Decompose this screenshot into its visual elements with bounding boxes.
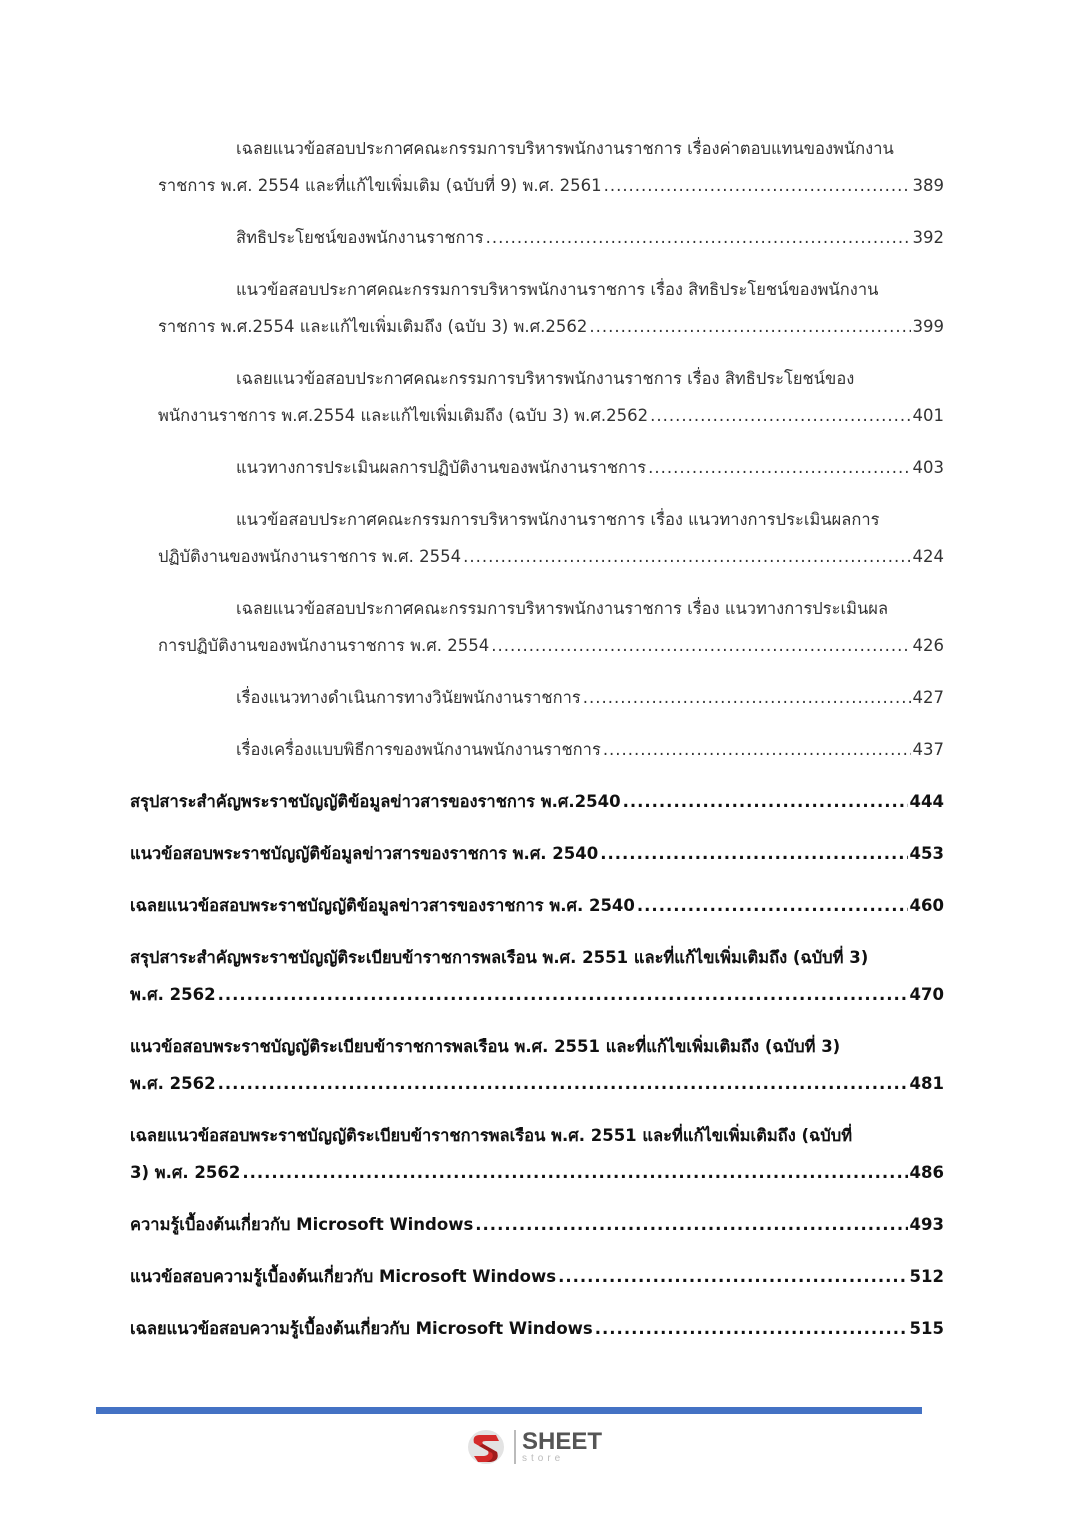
dot-leader <box>600 835 907 872</box>
toc-entry-title: แนวข้อสอบประกาศคณะกรรมการบริหารพนักงานราชการ เรื่อง สิทธิประโยชน์ของพนักงาน <box>236 280 879 299</box>
toc-entry[interactable] <box>130 1310 944 1347</box>
toc-entry-line <box>130 887 944 924</box>
logo-text: SHEET <box>522 1428 603 1455</box>
toc-entry[interactable] <box>130 1258 944 1295</box>
toc-entry-title: แนวข้อสอบประกาศคณะกรรมการบริหารพนักงานราชการ เรื่อง แนวทางการประเมินผลการ <box>236 510 880 529</box>
toc-entry[interactable] <box>130 1028 944 1102</box>
toc-entry-title: เฉลยแนวข้อสอบประกาศคณะกรรมการบริหารพนักงานราชการ เรื่อง แนวทางการประเมินผล <box>236 599 889 618</box>
toc-entry[interactable] <box>130 501 944 575</box>
toc-entry-line <box>130 501 944 538</box>
toc-entry-line <box>130 1154 944 1191</box>
toc-page-number: 424 <box>912 547 944 566</box>
toc-page-number: 515 <box>909 1319 944 1338</box>
toc-page-number: 427 <box>912 688 944 707</box>
toc-page-number: 486 <box>909 1163 944 1182</box>
toc-entry-line <box>130 590 944 627</box>
toc-page-number: 460 <box>909 896 944 915</box>
toc-entry-title: เรื่องแนวทางดำเนินการทางวินัยพนักงานราชการ <box>236 688 581 707</box>
toc-entry-title: เฉลยแนวข้อสอบความรู้เบื้องต้นเกี่ยวกับ Microsoft Windows <box>130 1319 593 1338</box>
toc-entry-title: แนวข้อสอบพระราชบัญญัติระเบียบข้าราชการพลเรือน พ.ศ. 2551 และที่แก้ไขเพิ่มเติมถึง (ฉบับที่ 3) <box>130 1037 841 1056</box>
toc-entry-line <box>130 271 944 308</box>
toc-entry-title: เฉลยแนวข้อสอบประกาศคณะกรรมการบริหารพนักงานราชการ เรื่องค่าตอบแทนของพนักงาน <box>236 139 894 158</box>
dot-leader <box>558 1258 907 1295</box>
toc-page-number: 403 <box>912 458 944 477</box>
toc-page-number: 401 <box>912 406 944 425</box>
dot-leader <box>604 167 911 204</box>
dot-leader <box>623 783 908 820</box>
dot-leader <box>218 1065 908 1102</box>
toc-entry[interactable] <box>130 360 944 434</box>
toc-entry[interactable] <box>130 130 944 204</box>
toc-entry-title: เรื่องเครื่องแบบพิธีการของพนักงานพนักงานราชการ <box>236 740 601 759</box>
dot-leader <box>486 219 911 256</box>
toc-page-number: 453 <box>909 844 944 863</box>
toc-entry[interactable] <box>130 731 944 768</box>
toc-entry-line <box>130 538 944 575</box>
toc-page-number: 444 <box>909 792 944 811</box>
toc-entry-title: แนวข้อสอบพระราชบัญญัติข้อมูลข่าวสารของราชการ พ.ศ. 2540 <box>130 844 599 863</box>
toc-entry-line <box>130 1310 944 1347</box>
toc-entry-title: แนวข้อสอบความรู้เบื้องต้นเกี่ยวกับ Microsoft Windows <box>130 1267 557 1286</box>
sheet-store-s-icon <box>466 1426 508 1468</box>
toc-entry-title: พ.ศ. 2562 <box>130 1074 216 1093</box>
toc-entry-title: การปฏิบัติงานของพนักงานราชการ พ.ศ. 2554 <box>158 636 490 655</box>
toc-entry-line <box>130 449 944 486</box>
dot-leader <box>595 1310 908 1347</box>
dot-leader <box>589 308 910 345</box>
toc-page-number: 392 <box>912 228 944 247</box>
dot-leader <box>637 887 908 924</box>
toc-entry-line <box>130 1117 944 1154</box>
toc-entry-line <box>130 731 944 768</box>
toc-entry[interactable] <box>130 590 944 664</box>
dot-leader <box>218 976 908 1013</box>
dot-leader <box>463 538 910 575</box>
toc-entry[interactable] <box>130 887 944 924</box>
toc-page-number: 481 <box>909 1074 944 1093</box>
dot-leader <box>603 731 911 768</box>
toc-entry-line <box>130 308 944 345</box>
toc-entry-line <box>130 627 944 664</box>
toc-entry-title: สรุปสาระสำคัญพระราชบัญญัติข้อมูลข่าวสารของราชการ พ.ศ.2540 <box>130 792 621 811</box>
table-of-contents <box>130 130 944 1362</box>
dot-leader <box>650 397 910 434</box>
toc-entry-title: ราชการ พ.ศ.2554 และแก้ไขเพิ่มเติมถึง (ฉบับ 3) พ.ศ.2562 <box>158 317 588 336</box>
toc-page-number: 399 <box>912 317 944 336</box>
toc-entry[interactable] <box>130 679 944 716</box>
toc-entry[interactable] <box>130 271 944 345</box>
toc-entry-line <box>130 783 944 820</box>
dot-leader <box>648 449 910 486</box>
toc-entry-line <box>130 976 944 1013</box>
toc-entry-line <box>130 679 944 716</box>
sheet-store-logo <box>466 1426 602 1468</box>
toc-page-number: 512 <box>909 1267 944 1286</box>
toc-entry-line <box>130 939 944 976</box>
dot-leader <box>583 679 911 716</box>
toc-entry-line <box>130 835 944 872</box>
toc-entry-line <box>130 360 944 397</box>
toc-entry-line <box>130 1206 944 1243</box>
toc-entry[interactable] <box>130 783 944 820</box>
toc-entry-title: พ.ศ. 2562 <box>130 985 216 1004</box>
toc-page-number: 389 <box>912 176 944 195</box>
toc-entry-title: เฉลยแนวข้อสอบพระราชบัญญัติระเบียบข้าราชการพลเรือน พ.ศ. 2551 และที่แก้ไขเพิ่มเติมถึง (ฉบับที่ <box>130 1126 853 1145</box>
toc-entry-title: สิทธิประโยชน์ของพนักงานราชการ <box>236 228 484 247</box>
toc-entry-line <box>130 397 944 434</box>
toc-entry[interactable] <box>130 1206 944 1243</box>
toc-entry[interactable] <box>130 449 944 486</box>
toc-entry-line <box>130 1065 944 1102</box>
toc-entry-title: แนวทางการประเมินผลการปฏิบัติงานของพนักงานราชการ <box>236 458 647 477</box>
toc-entry-title: พนักงานราชการ พ.ศ.2554 และแก้ไขเพิ่มเติมถึง (ฉบับ 3) พ.ศ.2562 <box>158 406 649 425</box>
toc-page-number: 470 <box>909 985 944 1004</box>
toc-entry-line <box>130 130 944 167</box>
toc-entry-title: สรุปสาระสำคัญพระราชบัญญัติระเบียบข้าราชการพลเรือน พ.ศ. 2551 และที่แก้ไขเพิ่มเติมถึง (ฉบับที่ 3) <box>130 948 869 967</box>
toc-entry-line <box>130 167 944 204</box>
dot-leader <box>475 1206 907 1243</box>
toc-entry-title: ปฏิบัติงานของพนักงานราชการ พ.ศ. 2554 <box>158 547 462 566</box>
logo-subtext: store <box>522 1453 565 1464</box>
toc-entry[interactable] <box>130 219 944 256</box>
footer-rule <box>96 1407 922 1414</box>
toc-entry[interactable] <box>130 939 944 1013</box>
toc-entry[interactable] <box>130 1117 944 1191</box>
toc-entry-title: ราชการ พ.ศ. 2554 และที่แก้ไขเพิ่มเติม (ฉบับที่ 9) พ.ศ. 2561 <box>158 176 602 195</box>
toc-entry-line <box>130 1258 944 1295</box>
toc-page-number: 493 <box>909 1215 944 1234</box>
toc-entry-title: เฉลยแนวข้อสอบพระราชบัญญัติข้อมูลข่าวสารของราชการ พ.ศ. 2540 <box>130 896 635 915</box>
dot-leader <box>242 1154 907 1191</box>
toc-entry-line <box>130 219 944 256</box>
toc-page-number: 426 <box>912 636 944 655</box>
toc-entry-title: เฉลยแนวข้อสอบประกาศคณะกรรมการบริหารพนักงานราชการ เรื่อง สิทธิประโยชน์ของ <box>236 369 855 388</box>
toc-entry-title: 3) พ.ศ. 2562 <box>130 1163 241 1182</box>
toc-page-number: 437 <box>912 740 944 759</box>
toc-entry[interactable] <box>130 835 944 872</box>
dot-leader <box>491 627 910 664</box>
toc-entry-line <box>130 1028 944 1065</box>
toc-entry-title: ความรู้เบื้องต้นเกี่ยวกับ Microsoft Windows <box>130 1215 474 1234</box>
